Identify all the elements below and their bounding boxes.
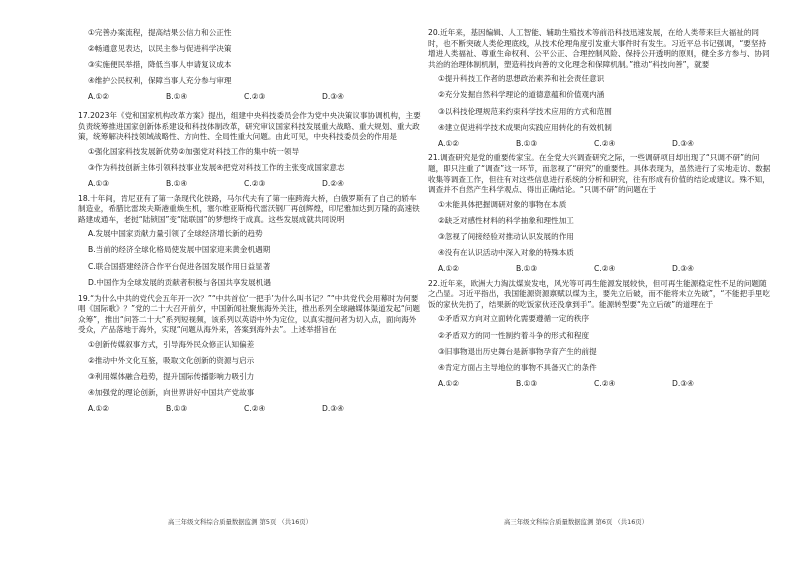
q21-choice-d: D.③④: [672, 264, 694, 274]
q22-choice-a: A.①②: [438, 378, 460, 388]
q18-option-b: B.当前的经济全球化格局使发展中国家迎来黄金机遇期: [88, 245, 271, 255]
q20-option-3: ③以科技伦理规范来约束科学技术应用的方式和范围: [438, 106, 612, 116]
q22-choice-b: B.①③: [516, 378, 538, 388]
q19-option-3: ③利用媒体融合趋势，提升国际传播影响力吸引力: [88, 372, 255, 382]
q17-choice-c: C.②③: [244, 178, 266, 188]
q19-answer-choices: [88, 404, 422, 415]
q16-option-1: ①完善办案流程，提高结果公信力和公正性: [88, 28, 232, 37]
q19-choice-b: B.①③: [166, 404, 188, 414]
q22-stem: 22.近年来，欧洲大力淘汰煤炭发电，风光等可再生能源发展较快，但可再生能源稳定性不足的问题随之凸显。习近平指出，我国能源资源禀赋以煤为主，要先立后破，而不能将未立先破”，“不能把手里吃饭的家伙先扔了，结果新的吃饭家伙还没拿到手”。能源转型要“先立后破”的道理在于: [428, 278, 770, 309]
q20-option-4: ④建立促进科学技术成果向实践应用转化的有效机制: [438, 122, 612, 132]
q22-choice-c: C.②④: [594, 378, 616, 388]
q17-choice-d: D.②④: [322, 178, 344, 188]
q21-stem: 21.调查研究是党的重要传家宝。在全党大兴调查研究之际，一些调研项目却出现了“只调不研”的问题，即只注重了“调查”这一环节，而忽视了“研究”的重要性。具体表现为，虽然进行了实地走访、数据收集等调查工作，但往有对这些信息进行系统的分析和研究，往有形成有价值的结论或建议。殊不知，调查并不自然产生科学观点、得出正确结论。“只调不研”的问题在于: [428, 153, 771, 195]
q16-option-3: ③实施便民举措，降低当事人申请复议成本: [88, 60, 232, 70]
q16-option-4: ④维护公民权利，保障当事人充分参与审理: [88, 76, 232, 86]
q22-choice-d: D.③④: [672, 378, 694, 388]
q22-option-3: ③旧事物退出历史舞台是新事物孕育产生的前提: [438, 346, 597, 356]
q20-choice-d: D.③④: [672, 138, 694, 148]
q21-option-3: ③忽视了间接经验对推动认识发展的作用: [438, 231, 574, 241]
q16-choice-d: D.③④: [322, 92, 344, 102]
q22-option-1: ①矛盾双方向对立面转化需要遵循一定的秩序: [438, 314, 590, 324]
q17-option-2: ③作为科技创新主体引领科技事业发展④把党对科技工作的主张变成国家意志: [88, 162, 345, 172]
q16-choice-c: C.②③: [244, 92, 266, 102]
q17-choice-a: A.①③: [88, 178, 110, 188]
q18-option-a: A.发展中国家贡献力量引领了全球经济增长新的趋势: [88, 229, 263, 239]
q17-answer-choices: [88, 179, 422, 190]
q21-option-4: ④没有在认识活动中深入对象的特殊本质: [438, 248, 574, 257]
q19-option-4: ④加强党的理论创新，向世界讲好中国共产党故事: [88, 388, 255, 398]
page-footer-right: 高三年级文科综合质量数据监测 第6页 （共16页）: [504, 518, 649, 526]
q16-answer-choices: [88, 92, 422, 103]
q19-choice-a: A.①②: [88, 404, 110, 414]
page-footer-left: 高三年级文科综合质量数据监测 第5页 （共16页）: [168, 518, 313, 526]
q21-choice-a: A.①②: [438, 264, 460, 274]
q20-option-2: ②充分发掘自然科学理论的道德意蕴和价值观内涵: [438, 90, 605, 100]
q21-choice-c: C.②④: [594, 264, 616, 274]
q20-stem: 20.近年来，基因编辑、人工智能、辅助生殖技术等前沿科技迅速发展，在给人类带来巨大福祉的同时，也不断突破人类伦理底线，从技术伦理角度引发重大事件时有发生。习近平总书记强调，“要坚持增进人类福祉、尊重生命权利、公平公正、合理控制风险、保持公开透明的原则，健全多方参与、协同共治的治理体制机制，塑造科技向善的文化理念和保障机制。”推动“科技向善”，就要: [428, 28, 770, 69]
q19-stem: 19.“为什么中共的党代会五年开一次？”“中共首位‘一把手’为什么叫书记？”“中共党代会用幕时为何要唱《国际歌》？”党的二十大召开前夕，中国新闻社聚焦海外关注，推出系列全球融媒体渠道发起“问题众筹”，推出“问答二十大”系列短视频，该系列以英语中外为定位，以真实提问者为切入点，面向海外受众，产品落地于海外，实现“问题从海外来，答案到海外去”。上述举措旨在: [78, 293, 420, 335]
q20-choice-c: C.②④: [594, 138, 616, 148]
q21-option-2: ②缺乏对感性材料的科学抽象和理性加工: [438, 215, 574, 225]
q20-option-1: ①提升科技工作者的思想政治素养和社会责任意识: [438, 74, 605, 84]
q21-answer-choices: [438, 264, 772, 275]
q22-answer-choices: [438, 379, 772, 390]
q19-option-1: ①创新传媒叙事方式，引导海外民众修正认知偏差: [88, 340, 255, 350]
q22-option-2: ②矛盾双方的同一性制约着斗争的形式和程度: [438, 330, 590, 340]
q17-choice-b: B.①④: [166, 178, 188, 188]
q18-option-d: D.中国作为全球发展的贡献者积极与各国共享发展机遇: [88, 277, 271, 287]
q19-option-2: ②推动中外文化互鉴，吸取文化创新的资源与启示: [88, 356, 255, 366]
q21-choice-b: B.①③: [516, 264, 538, 274]
q16-option-2: ②畅通意见表达，以民主参与促进科学决策: [88, 44, 232, 54]
q18-stem: 18.十年间，肯尼亚有了第一条现代化铁路，马尔代夫有了第一座跨海大桥，白俄罗斯有了自己的轿车制造业，希腊比雷埃夫斯港重焕生机，塞尔维亚斯梅代雷沃钢厂再创辉煌，印尼雅加达到万隆的高速铁路建成通车，老挝“陆锁国”变“陆联国”的梦想终于成真。这些发展成就共同说明: [78, 193, 420, 224]
q19-choice-c: C.②④: [244, 404, 266, 414]
q20-choice-a: A.①②: [438, 138, 460, 148]
q22-option-4: ④肯定方面占主导地位的事物不具备灭亡的条件: [438, 362, 597, 372]
q21-option-1: ①未能具体把握调研对象的事物在本质: [438, 199, 567, 209]
q17-stem: 17.2023年《党和国家机构改革方案》提出，组建中央科技委员会作为党中央决策议事协调机构，主要负责统筹推进国家创新体系建设和科技体制改革，研究审议国家科技发展重大战略、重大规划、重大政策，统筹解决科技领域战略性、方向性、全局性重大问题。由此可见，中央科技委员会的作用是: [78, 110, 421, 142]
q17-option-1: ①强化国家科技发展新优势②加强党对科技工作的集中统一领导: [88, 146, 300, 156]
q18-option-c: C.联合国搭建经济合作平台促进各国发展作用日益显著: [88, 261, 271, 271]
q16-choice-b: B.①④: [166, 92, 188, 102]
q19-choice-d: D.③④: [322, 404, 344, 414]
q16-choice-a: A.①②: [88, 92, 110, 102]
right-column: [428, 28, 772, 393]
q20-choice-b: B.①③: [516, 138, 538, 148]
left-column: [78, 28, 422, 419]
q20-answer-choices: [438, 139, 772, 150]
